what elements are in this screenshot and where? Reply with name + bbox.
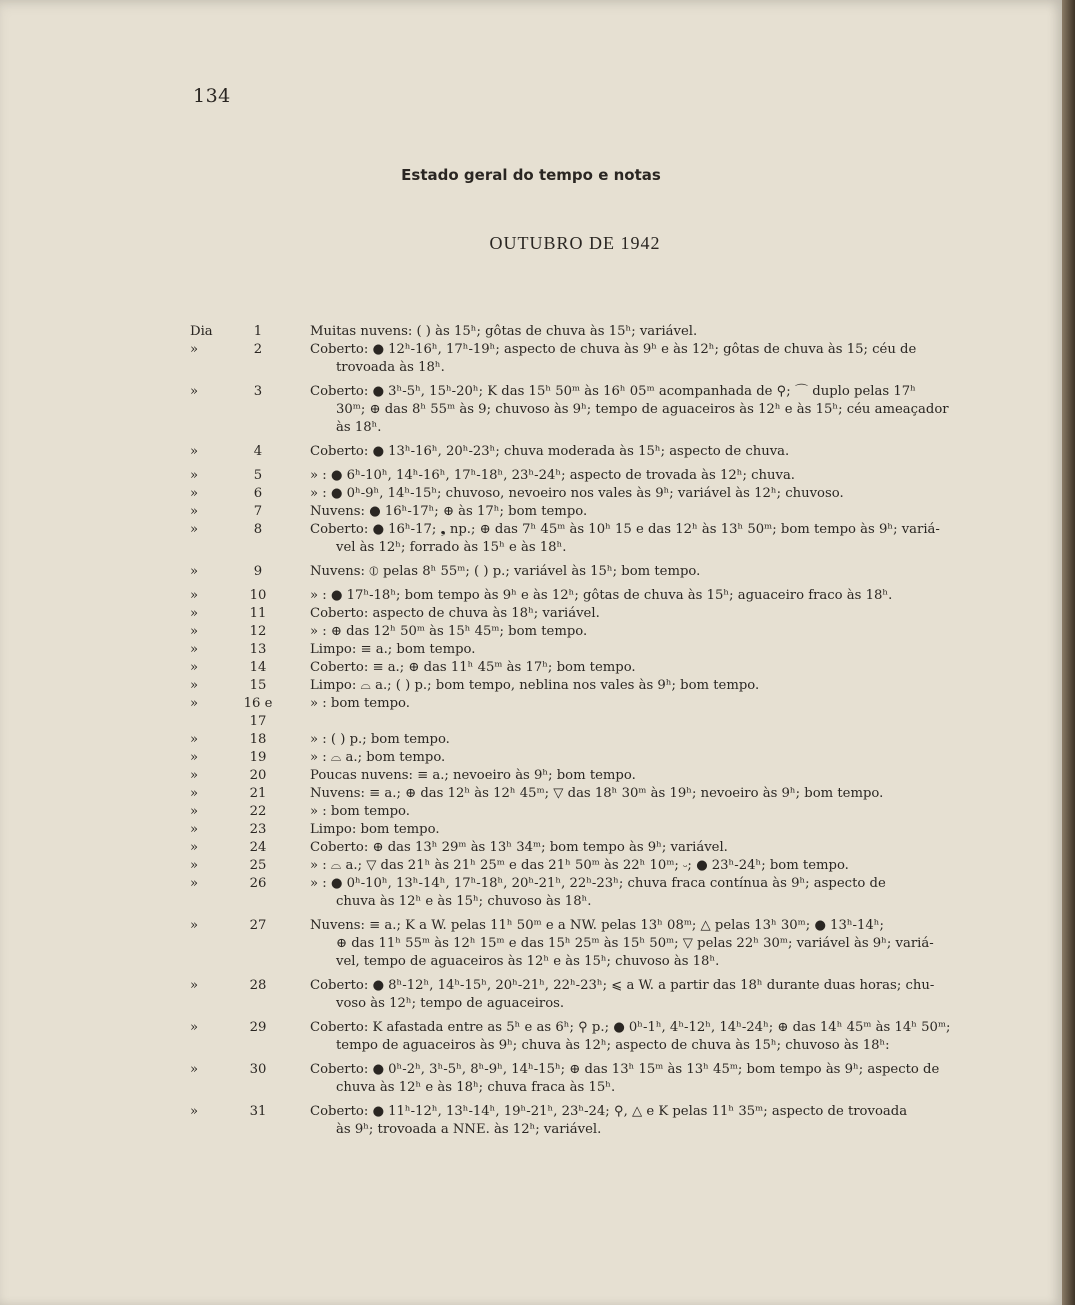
entry-text [278,623,942,641]
entry-row [190,767,950,785]
entry-line: Nuvens: ≡ a.; ⊕ das 12ʰ às 12ʰ 45ᵐ; ▽ das 18ʰ 30ᵐ às 19ʰ; nevoeiro às 9ʰ; bom tempo. [310,786,884,801]
entry-line: » : bom tempo. [310,696,410,711]
entry-day: 14 [249,660,267,675]
entry-row [190,659,950,677]
entry-day: 1 [253,324,263,339]
entry-day: 27 [249,918,267,933]
entry-text [278,857,942,875]
entry-line: » : ● 17ʰ-18ʰ; bom tempo às 9ʰ e às 12ʰ; gôtas de chuva às 15ʰ; aguaceiro fraco às 18ʰ. [310,588,893,603]
weather-entries-list [190,323,950,1139]
entry-line: trovoada às 18ʰ. [336,360,445,375]
entry-text [278,803,942,821]
entry-label: » [190,1062,199,1077]
entry-line: Coberto: aspecto de chuva às 18ʰ; variável. [310,606,600,621]
entry-day: 21 [249,786,267,801]
entry-line: Limpo: ≡ a.; bom tempo. [310,642,476,657]
entry-day: 6 [253,486,263,501]
entry-line: às 9ʰ; trovoada a NNE. às 12ʰ; variável. [336,1122,602,1137]
entry-line: Limpo: ⌓ a.; ( ) p.; bom tempo, neblina nos vales às 9ʰ; bom tempo. [310,678,760,693]
entry-text [278,323,942,341]
entry-day: 18 [249,732,267,747]
entry-row [190,521,950,557]
entry-line: Coberto: ● 8ʰ-12ʰ, 14ʰ-15ʰ, 20ʰ-21ʰ, 22ʰ-23ʰ; ⩽ a W. a partir das 18ʰ durante duas horas; chu- [310,978,935,993]
entry-text [278,695,942,731]
entry-day: 23 [249,822,267,837]
entry-row [190,323,950,341]
entry-label: » [190,876,199,891]
entry-row [190,749,950,767]
entry-text [278,563,942,581]
entry-day: 13 [249,642,267,657]
entry-day: 2 [253,342,263,357]
entry-line: chuva às 12ʰ e às 18ʰ; chuva fraca às 15ʰ. [336,1080,616,1095]
entry-text [278,383,949,437]
entry-label: » [190,768,199,783]
entry-line: às 18ʰ. [336,420,382,435]
entry-line: tempo de aguaceiros às 9ʰ; chuva às 12ʰ; aspecto de chuva às 15ʰ; chuvoso às 18ʰ: [336,1038,890,1053]
entry-text [278,659,942,677]
entry-line: Coberto: ● 13ʰ-16ʰ, 20ʰ-23ʰ; chuva moderada às 15ʰ; aspecto de chuva. [310,444,790,459]
entry-text [278,785,942,803]
entry-line: Nuvens: ≡ a.; K a W. pelas 11ʰ 50ᵐ e a NW. pelas 13ʰ 08ᵐ; △ pelas 13ʰ 30ᵐ; ● 13ʰ-14ʰ; [310,918,884,933]
entry-line: Coberto: ● 16ʰ-17; ❟ np.; ⊕ das 7ʰ 45ᵐ às 10ʰ 15 e das 12ʰ às 13ʰ 50ᵐ; bom tempo às 9ʰ; variá- [310,522,940,537]
entry-line: Coberto: ● 0ʰ-2ʰ, 3ʰ-5ʰ, 8ʰ-9ʰ, 14ʰ-15ʰ; ⊕ das 13ʰ 15ᵐ às 13ʰ 45ᵐ; bom tempo às 9ʰ; aspecto de [310,1062,940,1077]
entry-text [278,731,942,749]
entry-line: 30ᵐ; ⊕ das 8ʰ 55ᵐ às 9; chuvoso às 9ʰ; tempo de aguaceiros às 12ʰ e às 15ʰ; céu ameaçador [336,402,949,417]
entry-text [278,917,942,971]
entry-label: » [190,732,199,747]
entry-label: » [190,1020,199,1035]
entry-line: Coberto: K afastada entre as 5ʰ e as 6ʰ; ⚲ p.; ● 0ʰ-1ʰ, 4ʰ-12ʰ, 14ʰ-24ʰ; ⊕ das 14ʰ 45ᵐ às 14ʰ 50ᵐ; [310,1020,951,1035]
entry-line: » : ⌓ a.; bom tempo. [310,750,446,765]
entry-row [190,917,950,971]
entry-row [190,977,950,1013]
entry-label: Dia [190,324,213,339]
entry-row [190,803,950,821]
entry-row [190,623,950,641]
entry-day: 7 [253,504,263,519]
entry-text [278,839,942,857]
entry-line: Nuvens: ⦶ pelas 8ʰ 55ᵐ; ( ) p.; variável às 15ʰ; bom tempo. [310,564,701,579]
entry-line: Nuvens: ● 16ʰ-17ʰ; ⊕ às 17ʰ; bom tempo. [310,504,588,519]
entry-line: » : ● 0ʰ-9ʰ, 14ʰ-15ʰ; chuvoso, nevoeiro nos vales às 9ʰ; variável às 12ʰ; chuvoso. [310,486,844,501]
entry-day: 25 [249,858,267,873]
entry-day: 20 [249,768,267,783]
section-title: Estado geral do tempo e notas [401,166,661,184]
entry-label: » [190,840,199,855]
entry-label: » [190,696,199,711]
entry-text [278,767,942,785]
entry-text [278,521,942,557]
entry-day: 4 [253,444,263,459]
entry-text [278,443,942,461]
page-number: 134 [193,85,231,107]
entry-row [190,641,950,659]
entry-label: » [190,624,199,639]
entry-label: » [190,522,199,537]
entry-day: 28 [249,978,267,993]
entry-label: » [190,342,199,357]
month-title: OUTUBRO DE 1942 [489,233,661,253]
entry-day: 5 [253,468,263,483]
entry-label: » [190,384,199,399]
entry-row [190,1061,950,1097]
entry-row [190,785,950,803]
entry-text [278,977,942,1013]
entry-label: » [190,588,199,603]
entry-line: vel às 12ʰ; forrado às 15ʰ e às 18ʰ. [336,540,567,555]
entry-row [190,383,950,437]
entry-line: » : bom tempo. [310,804,410,819]
entry-day: 26 [249,876,267,891]
entry-line: » : ⌓ a.; ▽ das 21ʰ às 21ʰ 25ᵐ e das 21ʰ 50ᵐ às 22ʰ 10ᵐ; ⏑; ● 23ʰ-24ʰ; bom tempo. [310,858,849,873]
entry-line: Coberto: ⊕ das 13ʰ 29ᵐ às 13ʰ 34ᵐ; bom tempo às 9ʰ; variável. [310,840,728,855]
entry-row [190,857,950,875]
entry-text [278,677,942,695]
entry-row [190,605,950,623]
entry-label: » [190,606,199,621]
entry-line: Coberto: ● 12ʰ-16ʰ, 17ʰ-19ʰ; aspecto de chuva às 9ʰ e às 12ʰ; gôtas de chuva às 15; céu de [310,342,917,357]
entry-text [278,749,942,767]
entry-text [278,821,942,839]
entry-label: » [190,642,199,657]
entry-row [190,695,950,731]
entry-line: » : ● 6ʰ-10ʰ, 14ʰ-16ʰ, 17ʰ-18ʰ, 23ʰ-24ʰ; aspecto de trovada às 12ʰ; chuva. [310,468,796,483]
entry-row [190,731,950,749]
entry-line: Poucas nuvens: ≡ a.; nevoeiro às 9ʰ; bom tempo. [310,768,636,783]
entry-line: voso às 12ʰ; tempo de aguaceiros. [336,996,565,1011]
entry-line: Coberto: ≡ a.; ⊕ das 11ʰ 45ᵐ às 17ʰ; bom tempo. [310,660,636,675]
entry-label: » [190,564,199,579]
entry-day: 12 [249,624,267,639]
entry-day: 8 [253,522,263,537]
entry-text [278,641,942,659]
entry-day: 16 e 17 [243,696,273,729]
entry-line: Muitas nuvens: ( ) às 15ʰ; gôtas de chuva às 15ʰ; variável. [310,324,698,339]
entry-label: » [190,858,199,873]
entry-text [278,587,942,605]
entry-text [278,467,942,485]
entry-day: 11 [249,606,267,621]
entry-row [190,875,950,911]
entry-day: 22 [249,804,267,819]
entry-row [190,467,950,485]
entry-label: » [190,444,199,459]
entry-label: » [190,750,199,765]
entry-line: Limpo: bom tempo. [310,822,440,837]
entry-label: » [190,786,199,801]
entry-text [278,1103,942,1139]
entry-label: » [190,468,199,483]
entry-row [190,1103,950,1139]
entry-day: 10 [249,588,267,603]
entry-label: » [190,918,199,933]
entry-day: 3 [253,384,263,399]
entry-text [278,1061,942,1097]
entry-row [190,341,950,377]
entry-line: ⊕ das 11ʰ 55ᵐ às 12ʰ 15ᵐ e das 15ʰ 25ᵐ às 15ʰ 50ᵐ; ▽ pelas 22ʰ 30ᵐ; variável às 9ʰ; variá- [336,936,934,951]
book-spine-shadow [1062,0,1075,1305]
entry-text [278,875,942,911]
entry-label: » [190,978,199,993]
entry-day: 24 [249,840,267,855]
entry-text [278,605,942,623]
entry-line: » : ● 0ʰ-10ʰ, 13ʰ-14ʰ, 17ʰ-18ʰ, 20ʰ-21ʰ, 22ʰ-23ʰ; chuva fraca contínua às 9ʰ; aspecto de [310,876,886,891]
entry-text [278,485,942,503]
entry-line: Coberto: ● 11ʰ-12ʰ, 13ʰ-14ʰ, 19ʰ-21ʰ, 23ʰ-24; ⚲, △ e K pelas 11ʰ 35ᵐ; aspecto de trovoada [310,1104,908,1119]
entry-label: » [190,486,199,501]
entry-text [278,503,942,521]
entry-line: » : ( ) p.; bom tempo. [310,732,450,747]
entry-label: » [190,1104,199,1119]
entry-row [190,587,950,605]
entry-day: 15 [249,678,267,693]
entry-line: vel, tempo de aguaceiros às 12ʰ e às 15ʰ; chuvoso às 18ʰ. [336,954,720,969]
entry-day: 31 [249,1104,267,1119]
entry-line: Coberto: ● 3ʰ-5ʰ, 15ʰ-20ʰ; K das 15ʰ 50ᵐ às 16ʰ 05ᵐ acompanhada de ⚲; ⌒ duplo pelas 17ʰ [310,384,916,399]
entry-label: » [190,678,199,693]
entry-day: 29 [249,1020,267,1035]
entry-label: » [190,822,199,837]
entry-row [190,485,950,503]
entry-day: 19 [249,750,267,765]
entry-text [278,1019,951,1055]
entry-day: 30 [249,1062,267,1077]
entry-row [190,839,950,857]
entry-label: » [190,804,199,819]
entry-day: 9 [253,564,263,579]
entry-row [190,677,950,695]
entry-row [190,503,950,521]
entry-label: » [190,504,199,519]
entry-line: » : ⊕ das 12ʰ 50ᵐ às 15ʰ 45ᵐ; bom tempo. [310,624,588,639]
entry-row [190,821,950,839]
entry-label: » [190,660,199,675]
entry-text [278,341,942,377]
entry-row [190,563,950,581]
entry-line: chuva às 12ʰ e às 15ʰ; chuvoso às 18ʰ. [336,894,592,909]
entry-row [190,1019,950,1055]
entry-row [190,443,950,461]
